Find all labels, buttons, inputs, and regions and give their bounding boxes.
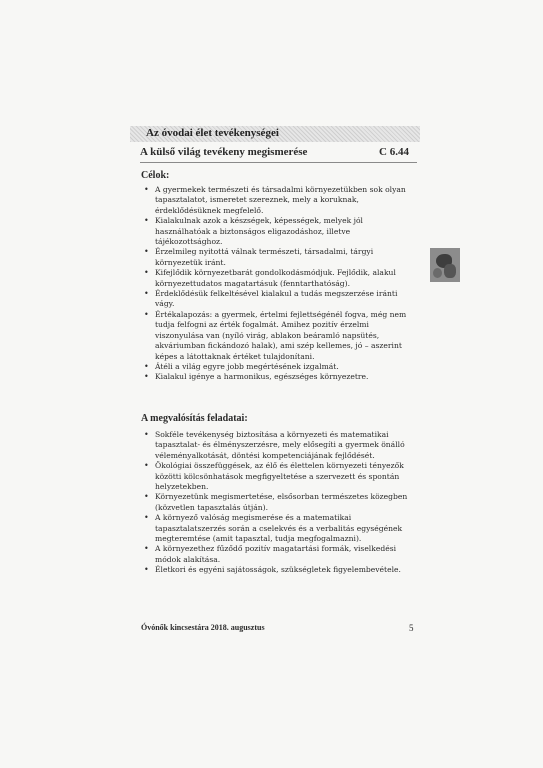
title-divider (140, 162, 417, 163)
side-tab-photo-icon (430, 248, 460, 282)
goal-list-item: • A gyermekek természeti és társadalmi környezetükben sok olyan tapasztalatot, ismeretet szereznek, mely a koruknak, érdeklődésüknek megfelelő. (143, 185, 419, 216)
chapter-code: C 6.44 (379, 146, 409, 158)
task-list-item: • Életkori és egyéni sajátosságok, szükségletek figyelembevétele. (143, 565, 419, 575)
task-list-item: • A környezethez fűződő pozitív magatartási formák, viselkedési módok alakítása. (143, 544, 419, 565)
goal-list-item: • Érdeklődésük felkeltésével kialakul a tudás megszerzése iránti vágy. (143, 289, 419, 310)
goals-heading: Célok: (141, 170, 170, 181)
page-title: A külső világ tevékeny megismerése (140, 146, 308, 158)
task-list-item: • Környezetünk megismertetése, elsősorban természetes közegben (közvetlen tapasztalás útján). (143, 492, 419, 513)
goal-list-item: • Érzelmileg nyitottá válnak természeti, társadalmi, tárgyi környezetük iránt. (143, 247, 419, 268)
goal-list-item: • Kifejlődik környezetbarát gondolkodásmódjuk. Fejlődik, alakul környezettudatos magatartásuk (fenntarthatóság). (143, 268, 419, 289)
task-list-item: • A környező valóság megismerése és a matematikai tapasztalatszerzés során a cselekvés és a verbalitás egységének megteremtése (amit tapasztal, tudja megfogalmazni). (143, 513, 419, 544)
goals-list (143, 185, 419, 383)
section-band-title: Az óvodai élet tevékenységei (146, 127, 279, 139)
goal-list-item: • Kialakul igénye a harmonikus, egészséges környezetre. (143, 372, 419, 382)
goal-list-item: • Átéli a világ egyre jobb megértésének izgalmát. (143, 362, 419, 372)
page-number: 5 (409, 623, 414, 633)
tasks-list (143, 430, 419, 576)
goal-list-item: • Kialakulnak azok a készségek, képességek, melyek jól használhatóak a biztonságos eligazodáshoz, illetve tájékozottsághoz. (143, 216, 419, 247)
task-list-item: • Sokféle tevékenység biztosítása a környezeti és matematikai tapasztalat- és élményszerzésre, mely elősegíti a gyermek önálló véleményalkotását, döntési kompetenciájának fejlődését. (143, 430, 419, 461)
goal-list-item: • Értékalapozás: a gyermek, értelmi fejlettségénél fogva, még nem tudja felfogni az érték fogalmát. Amihez pozitív érzelmi viszonyulása van (nyíló virág, ablakon beáramló napsütés, akváriumban fickándozó halak), ami szép kellemes, jó – aszerint képes a látottaknak értéket tulajdonítani. (143, 310, 419, 362)
task-list-item: • Ökológiai összefüggések, az élő és élettelen környezeti tényezők közötti kölcsönhatások megfigyeltetése a szervezett és spontán helyzetekben. (143, 461, 419, 492)
tasks-heading: A megvalósítás feladatai: (141, 413, 248, 424)
footer-publication: Óvónők kincsestára 2018. augusztus (141, 623, 265, 632)
